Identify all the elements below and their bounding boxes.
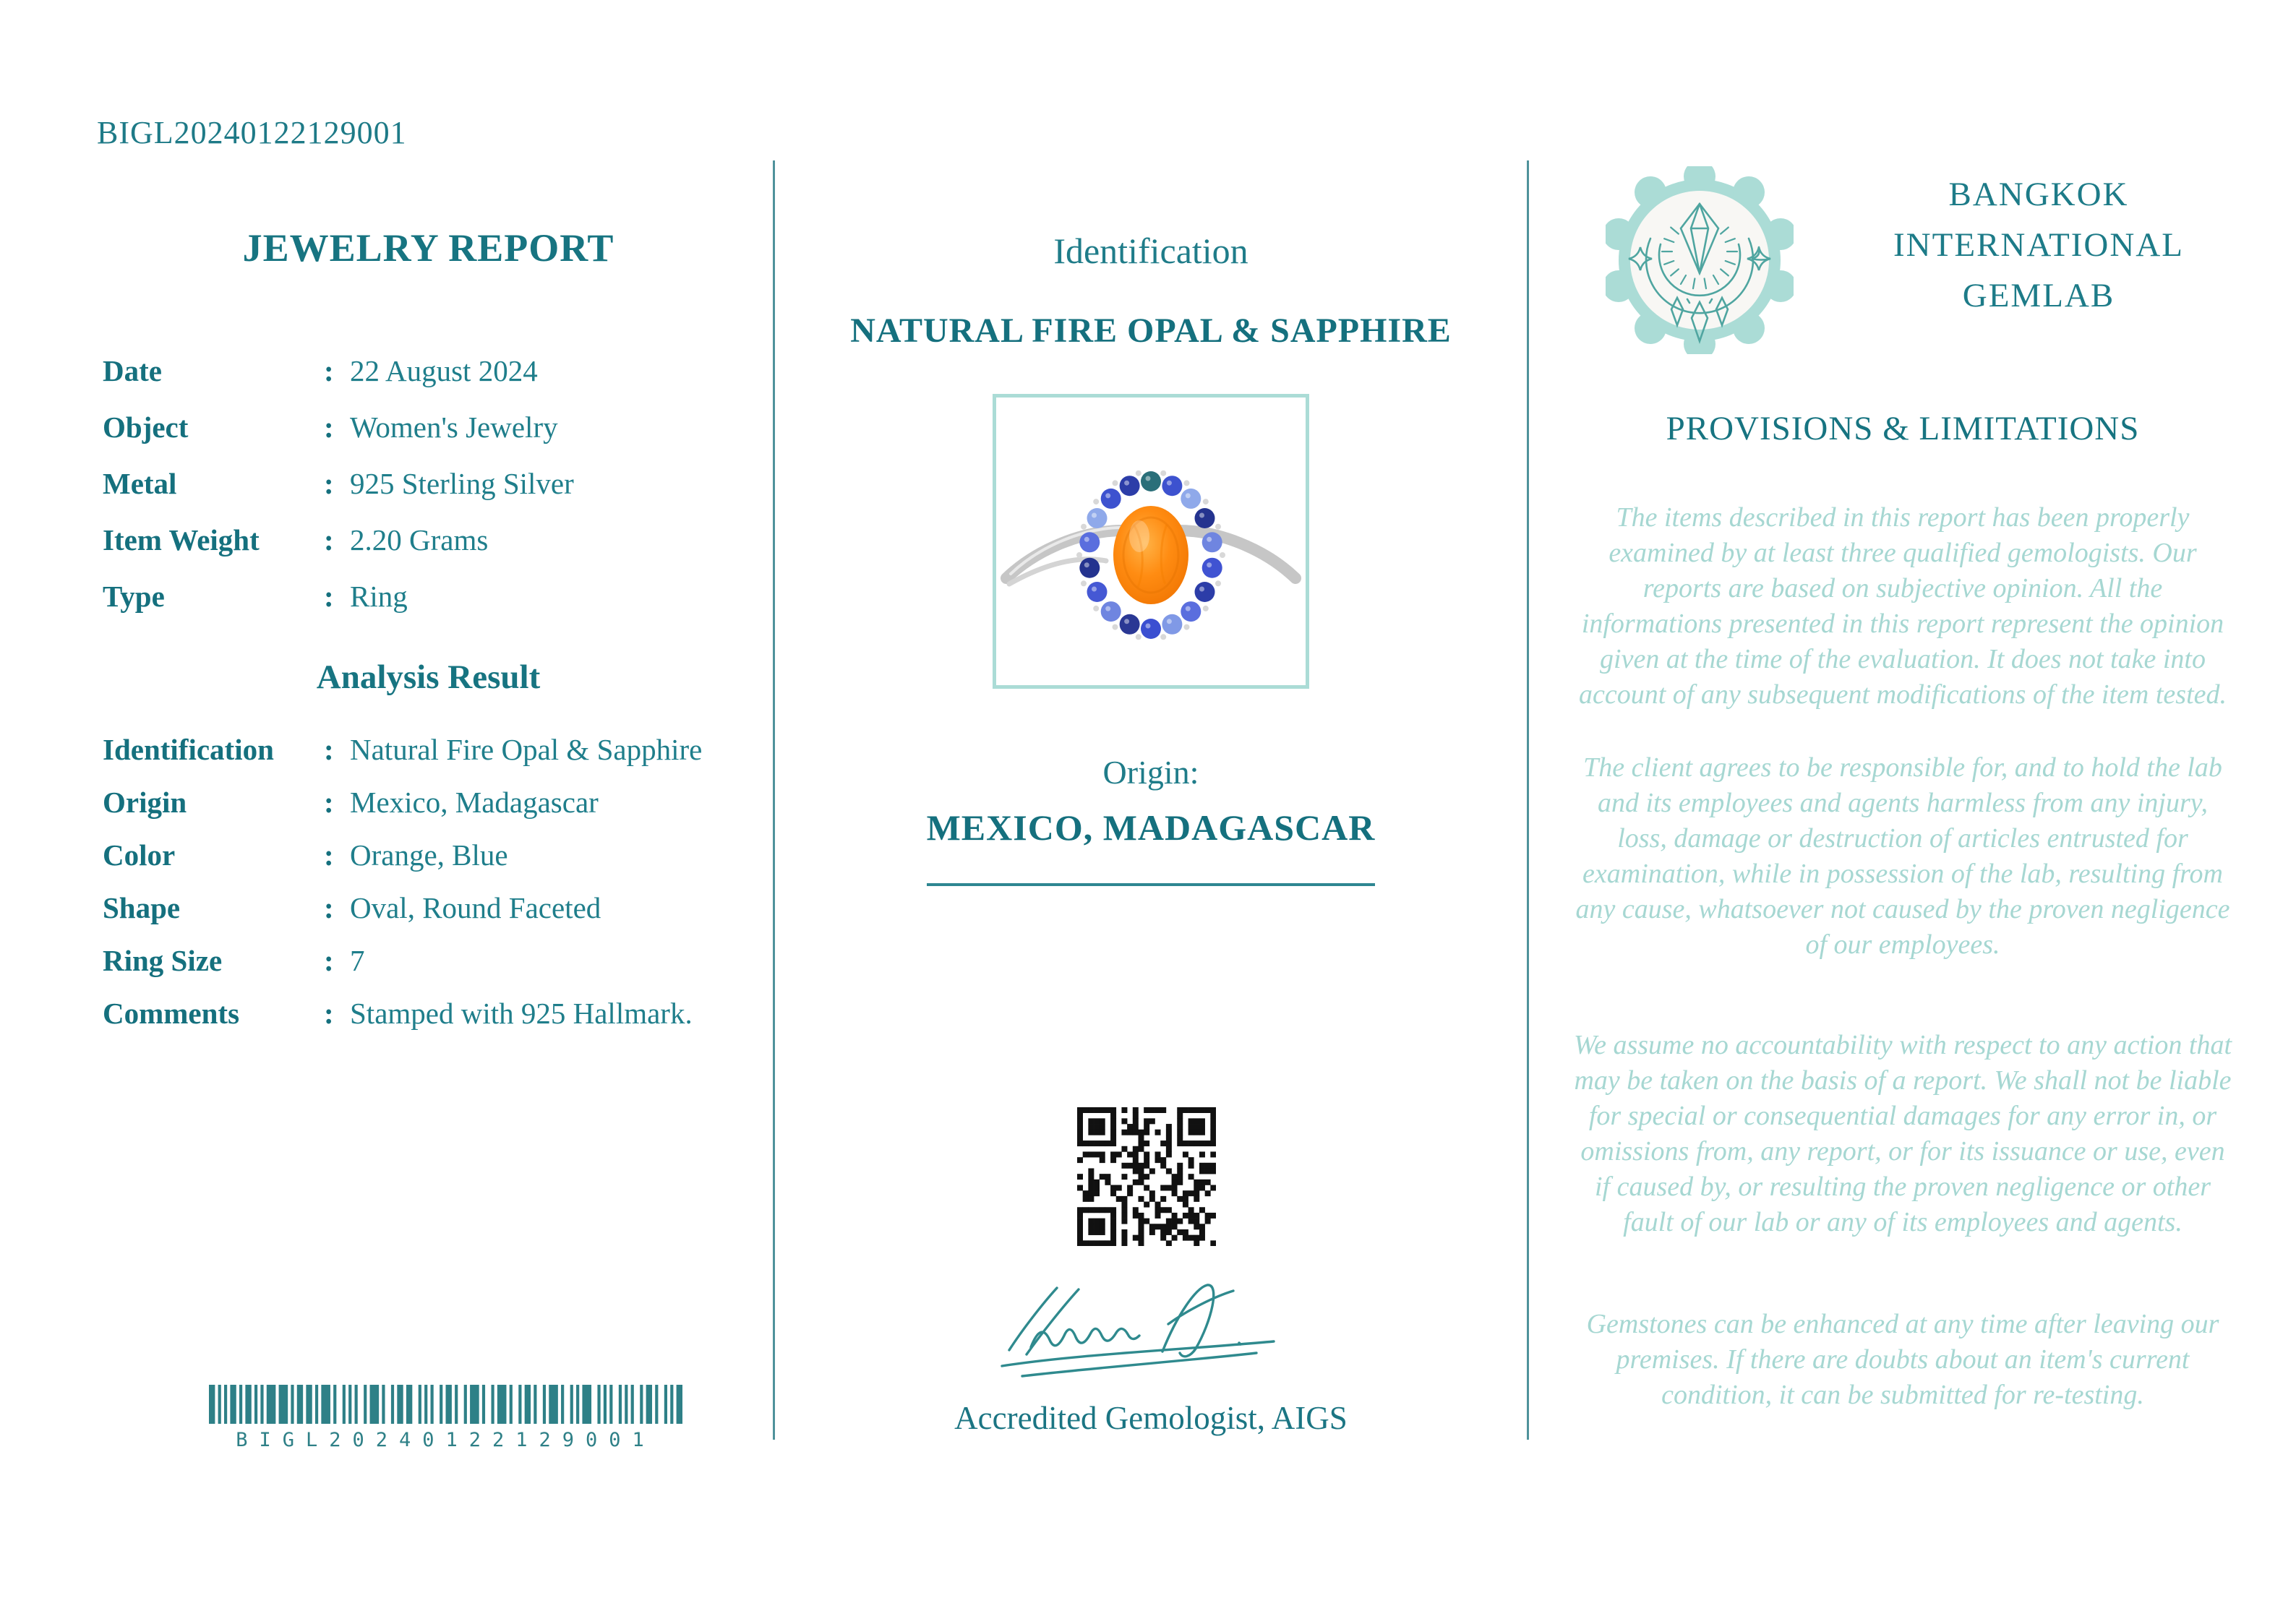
detail-label: Item Weight xyxy=(103,523,260,557)
table-row xyxy=(103,343,755,399)
colon: : xyxy=(324,467,334,500)
colon: : xyxy=(324,838,334,872)
colon: : xyxy=(324,785,334,819)
detail-label: Date xyxy=(103,354,162,387)
analysis-value: Oval, Round Faceted xyxy=(350,890,601,924)
fire-opal-stone xyxy=(1113,506,1188,604)
lab-name xyxy=(1836,169,2241,321)
gemlab-logo xyxy=(1606,166,1794,354)
analysis-value: Stamped with 925 Hallmark. xyxy=(350,996,693,1030)
qr-code xyxy=(1077,1107,1216,1246)
gemologist-signature xyxy=(989,1279,1307,1395)
column-divider-left xyxy=(773,160,775,1440)
colon: : xyxy=(324,523,334,557)
analysis-value: Natural Fire Opal & Sapphire xyxy=(350,732,703,766)
table-row xyxy=(103,934,755,987)
analysis-label: Ring Size xyxy=(103,943,223,977)
table-row xyxy=(103,723,755,776)
colon: : xyxy=(324,580,334,613)
page-title: JEWELRY REPORT xyxy=(242,226,614,270)
colon: : xyxy=(324,890,334,924)
ring-band-right xyxy=(1178,530,1295,578)
colon: : xyxy=(324,411,334,444)
details-table xyxy=(103,343,755,624)
detail-value: Women's Jewelry xyxy=(350,411,558,444)
analysis-result-title: Analysis Result xyxy=(316,658,541,696)
detail-value: 2.20 Grams xyxy=(350,523,489,557)
colon: : xyxy=(324,943,334,977)
lab-name-line: BANGKOK xyxy=(1948,176,2129,213)
ring-band-left xyxy=(1006,530,1123,578)
detail-value: Ring xyxy=(350,580,408,613)
analysis-label: Comments xyxy=(103,996,240,1030)
analysis-label: Identification xyxy=(103,732,274,766)
colon: : xyxy=(324,732,334,766)
report-id: BIGL20240122129001 xyxy=(97,115,407,150)
lab-name-line: INTERNATIONAL xyxy=(1893,226,2184,264)
provisions-paragraph: The items described in this report has been properly examined by at least three qualified gemologists. Our reports are based on subjective opinion. All the informations presented in this report represent the opinion given at the time of the evaluation. It does not take into account of any subsequent modifications of the item tested. xyxy=(1578,502,2227,710)
barcode-text: BIGL20240122129001 xyxy=(236,1429,656,1451)
jewelry-photo-frame xyxy=(993,394,1309,689)
table-row xyxy=(103,828,755,881)
analysis-value: 7 xyxy=(350,943,365,977)
table-row xyxy=(103,399,755,455)
detail-label: Metal xyxy=(103,467,177,500)
origin-heading: Origin: xyxy=(1102,754,1199,791)
analysis-label: Shape xyxy=(103,890,181,924)
analysis-value: Orange, Blue xyxy=(350,838,508,872)
gemologist-credential: Accredited Gemologist, AIGS xyxy=(954,1400,1348,1436)
gem-identification: NATURAL FIRE OPAL & SAPPHIRE xyxy=(850,312,1452,350)
column-divider-right xyxy=(1527,160,1529,1440)
origin-underline xyxy=(927,883,1375,886)
detail-value: 22 August 2024 xyxy=(350,354,538,387)
detail-value: 925 Sterling Silver xyxy=(350,467,574,500)
barcode-bars-image xyxy=(209,1385,682,1424)
table-row xyxy=(103,568,755,624)
analysis-table xyxy=(103,723,755,1039)
ring-photo xyxy=(996,398,1306,685)
table-row xyxy=(103,881,755,934)
table-row xyxy=(103,455,755,512)
colon: : xyxy=(324,996,334,1030)
detail-label: Object xyxy=(103,411,189,444)
opal-glint xyxy=(1129,520,1149,552)
lab-name-line: GEMLAB xyxy=(1962,277,2115,314)
analysis-label: Origin xyxy=(103,785,187,819)
identification-heading: Identification xyxy=(1053,231,1248,271)
provisions-paragraph: Gemstones can be enhanced at any time after leaving our premises. If there are doubts about an item's current condition, it can be submitted for re-testing. xyxy=(1586,1309,2219,1410)
analysis-value: Mexico, Madagascar xyxy=(350,785,599,819)
provisions-paragraph: We assume no accountability with respect to any action that may be taken on the basis of a report. We shall not be liable for special or consequential damages for any error in, or omissions from, any report, or for its issuance or use, even if caused by, or resulting the proven negligence or other fault of our lab or any of its employees and agents. xyxy=(1573,1030,2232,1237)
provisions-paragraph: The client agrees to be responsible for, and to hold the lab and its employees and agents harmless from any injury, loss, damage or destruction of articles entrusted for examination, while in possession of the lab, resulting from any cause, whatsoever not caused by the proven negligence of our employees. xyxy=(1575,752,2230,960)
table-row xyxy=(103,512,755,568)
analysis-label: Color xyxy=(103,838,176,872)
barcode xyxy=(209,1385,682,1451)
detail-label: Type xyxy=(103,580,165,613)
colon: : xyxy=(324,354,334,387)
table-row xyxy=(103,987,755,1039)
provisions-title: PROVISIONS & LIMITATIONS xyxy=(1666,410,2140,447)
origin-value: MEXICO, MADAGASCAR xyxy=(926,807,1376,848)
table-row xyxy=(103,776,755,828)
